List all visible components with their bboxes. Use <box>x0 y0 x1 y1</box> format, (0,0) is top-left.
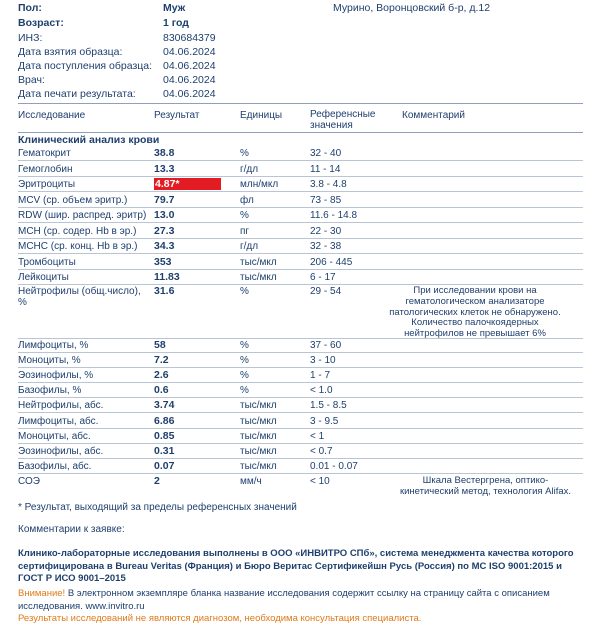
attention-text: В электронном экземпляре бланка название исследования содержит ссылку на страницу сайта с описанием исследования. www.invitro.ru <box>18 588 550 612</box>
print-date-label: Дата печати результата: <box>18 88 136 100</box>
print-date-value: 04.06.2024 <box>163 88 216 100</box>
row-reference: < 1.0 <box>310 385 333 397</box>
row-result: 2.6 <box>154 369 169 382</box>
row-units: % <box>240 355 249 367</box>
row-reference: 1 - 7 <box>310 370 331 382</box>
age-label: Возраст: <box>18 17 64 29</box>
row-name: Тромбоциты <box>18 256 76 268</box>
row-reference: 3 - 10 <box>310 355 336 367</box>
comment-line: При исследовании крови на <box>413 285 537 296</box>
sample-received-value: 04.06.2024 <box>163 60 216 72</box>
row-name: MCHC (ср. конц. Hb в эр.) <box>18 241 138 252</box>
row-reference: 11.6 - 14.8 <box>310 210 358 221</box>
disclaimer: Результаты исследований не являются диагнозом, необходима консультация специалиста. <box>18 613 422 624</box>
row-result: 6.86 <box>154 414 175 427</box>
row-divider <box>18 160 583 161</box>
row-divider <box>18 428 583 429</box>
row-reference: 3.8 - 4.8 <box>310 179 347 190</box>
age-value: 1 год <box>163 17 189 29</box>
column-units: Единицы <box>240 110 283 121</box>
row-result: 31.6 <box>154 285 175 297</box>
row-name: Моноциты, % <box>18 355 81 367</box>
lab-statement: Клинико-лабораторные исследования выполнены в ООО «ИНВИТРО СПб», система менеджмента качества которого сертифицирована в Bureau Veritas (Франция) и Бюро Веритас Сертификейшн Русь (Россия) по МС ISO 9001:2015 и ГОСТ Р ИСО 9001–2015 <box>18 548 574 584</box>
row-divider <box>18 412 583 413</box>
row-name: Эозинофилы, % <box>18 370 94 382</box>
row-units: тыс/мкл <box>240 272 277 283</box>
row-name: Лимфоциты, % <box>18 340 89 351</box>
sample-taken-label: Дата взятия образца: <box>18 46 123 58</box>
row-units: % <box>240 385 249 397</box>
row-reference: < 10 <box>310 476 330 487</box>
column-reference-line1: Референсные <box>310 109 376 120</box>
row-result: 58 <box>154 339 166 351</box>
comment-line: нейтрофилов не превышает 6% <box>404 328 546 340</box>
row-units: г/дл <box>240 241 259 252</box>
table-row <box>18 194 583 208</box>
table-row <box>18 256 583 270</box>
row-name: Эритроциты <box>18 179 76 190</box>
table-row <box>18 240 583 254</box>
column-test: Исследование <box>18 110 86 121</box>
row-name: СОЭ <box>18 476 40 487</box>
row-result: 11.83 <box>154 271 180 283</box>
table-row <box>18 430 583 444</box>
row-result: 79.7 <box>154 193 175 206</box>
table-row <box>18 369 583 383</box>
row-name: Лейкоциты <box>18 272 69 283</box>
comment-line: Шкала Вестергрена, оптико- <box>422 475 549 486</box>
row-divider <box>18 238 583 239</box>
row-reference: 73 - 85 <box>310 194 342 206</box>
row-units: % <box>240 370 249 382</box>
row-result: 0.31 <box>154 444 175 457</box>
table-row <box>18 384 583 398</box>
table-row <box>18 339 583 353</box>
row-divider <box>18 253 583 254</box>
table-row <box>18 445 583 459</box>
row-name: MCV (ср. объем эритр.) <box>18 194 128 206</box>
column-reference-line2: значения <box>310 120 353 131</box>
row-reference: 206 - 445 <box>310 256 353 268</box>
table-row <box>18 147 583 161</box>
row-units: пг <box>240 225 250 237</box>
row-name: Лимфоциты, абс. <box>18 415 99 427</box>
row-units: % <box>240 286 249 297</box>
row-reference: < 0.7 <box>310 445 333 457</box>
row-name <box>18 286 141 308</box>
row-divider <box>18 458 583 459</box>
sex-label: Пол: <box>18 2 42 14</box>
row-result: 13.0 <box>154 209 175 221</box>
row-name: Эозинофилы, абс. <box>18 445 104 457</box>
row-reference: 37 - 60 <box>310 340 342 351</box>
sample-taken-value: 04.06.2024 <box>163 46 216 58</box>
row-reference: 29 - 54 <box>310 286 342 297</box>
section-title: Клинический анализ крови <box>18 134 160 146</box>
esr-comment <box>388 476 583 498</box>
row-name: Моноциты, абс. <box>18 430 91 442</box>
table-row <box>18 415 583 429</box>
table-row <box>18 271 583 285</box>
row-result: 0.07 <box>154 459 175 472</box>
row-reference: 0.01 - 0.07 <box>310 460 358 472</box>
row-result: 13.3 <box>154 162 175 175</box>
column-comment: Комментарий <box>402 110 465 121</box>
row-units: г/дл <box>240 163 259 175</box>
row-divider <box>18 191 583 192</box>
row-result: 4.87* <box>154 178 221 190</box>
row-units: тыс/мкл <box>240 415 277 427</box>
row-name: MCH (ср. содер. Hb в эр.) <box>18 225 137 237</box>
column-reference <box>310 109 376 131</box>
row-divider <box>18 473 583 474</box>
comment-line: кинетический метод, технология Alifax. <box>399 485 572 497</box>
row-divider <box>18 443 583 444</box>
sample-received-label: Дата поступления образца: <box>18 60 153 72</box>
row-result: 27.3 <box>154 224 175 237</box>
table-row <box>18 354 583 368</box>
row-reference: 11 - 14 <box>310 163 341 175</box>
row-units: тыс/мкл <box>240 445 277 457</box>
header-divider <box>18 103 583 104</box>
row-result: 353 <box>154 255 172 268</box>
row-name: RDW (шир. распред. эритр) <box>18 210 147 221</box>
doctor-label: Врач: <box>18 74 45 86</box>
row-reference: 32 - 40 <box>310 148 342 159</box>
doctor-value: 04.06.2024 <box>163 74 216 86</box>
table-row <box>18 399 583 413</box>
inz-value: 830684379 <box>163 32 216 44</box>
attention-word: Внимание! <box>18 588 66 599</box>
row-units: % <box>240 340 249 351</box>
row-units: мм/ч <box>240 476 262 487</box>
row-result: 7.2 <box>154 354 169 367</box>
row-units: тыс/мкл <box>240 400 277 412</box>
row-divider <box>18 207 583 208</box>
neutrophils-comment <box>375 286 575 340</box>
row-result: 38.8 <box>154 147 175 159</box>
row-divider <box>18 269 583 270</box>
comment-line: гематологическом анализаторе <box>405 295 545 307</box>
address: Мурино, Воронцовский б-р, д.12 <box>333 2 491 14</box>
row-name: Базофилы, % <box>18 385 82 397</box>
columns-divider <box>18 132 583 133</box>
table-row <box>18 460 583 474</box>
table-row <box>18 225 583 239</box>
row-name: Нейтрофилы, абс. <box>18 400 104 412</box>
footnote: * Результат, выходящий за пределы референсных значений <box>18 502 297 513</box>
row-name-line2: % <box>18 297 27 308</box>
row-result: 0.6 <box>154 384 169 397</box>
row-divider <box>18 367 583 368</box>
row-units: тыс/мкл <box>240 430 277 442</box>
row-reference: < 1 <box>310 430 325 442</box>
row-result: 34.3 <box>154 240 175 252</box>
row-name: Базофилы, абс. <box>18 460 92 472</box>
row-units: фл <box>240 194 254 206</box>
row-divider <box>18 352 583 353</box>
attention-note <box>18 588 583 613</box>
table-row <box>18 209 583 223</box>
row-units: тыс/мкл <box>240 460 277 472</box>
row-units: тыс/мкл <box>240 256 277 268</box>
row-divider <box>18 382 583 383</box>
row-divider <box>18 176 583 177</box>
row-reference: 32 - 38 <box>310 241 342 252</box>
row-divider <box>18 222 583 223</box>
row-units: млн/мкл <box>240 179 279 190</box>
table-row <box>18 178 583 192</box>
table-row <box>18 163 583 177</box>
row-name-line1: Нейтрофилы (общ.число), <box>18 286 141 297</box>
row-result: 2 <box>154 475 160 487</box>
row-units: % <box>240 210 249 221</box>
row-units: % <box>240 148 249 159</box>
row-name: Гемоглобин <box>18 163 73 175</box>
row-name: Гематокрит <box>18 148 71 159</box>
comment-line: патологических клеток не обнаружено. <box>389 306 561 318</box>
row-reference: 3 - 9.5 <box>310 415 339 427</box>
row-reference: 1.5 - 8.5 <box>310 400 347 412</box>
sex-value: Муж <box>163 2 186 14</box>
row-reference: 22 - 30 <box>310 225 342 237</box>
row-result: 3.74 <box>154 399 175 412</box>
comment-line: Количество палочкоядерных <box>411 317 539 329</box>
row-result: 0.85 <box>154 429 175 442</box>
column-result: Результат <box>154 110 200 121</box>
inz-label: ИНЗ: <box>18 32 43 44</box>
request-comments: Комментарии к заявке: <box>18 524 125 535</box>
row-reference: 6 - 17 <box>310 272 336 283</box>
row-divider <box>18 397 583 398</box>
